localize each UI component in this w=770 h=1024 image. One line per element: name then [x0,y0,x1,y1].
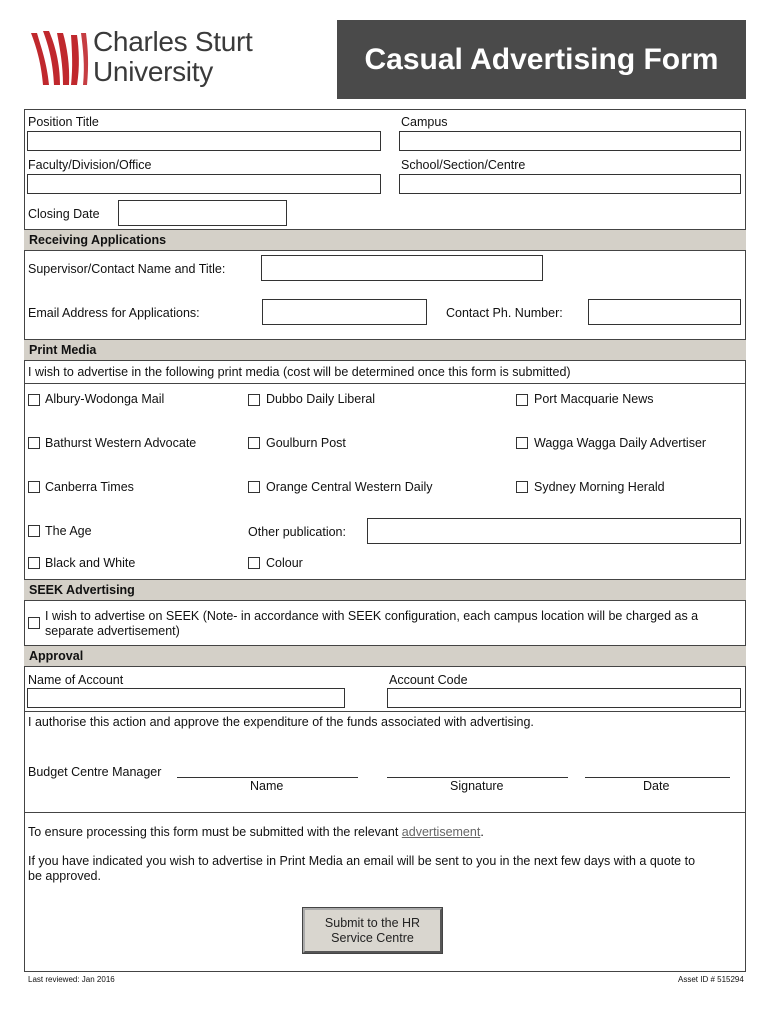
checkbox-goulburn[interactable] [248,437,260,449]
campus-input[interactable] [399,131,741,151]
print-media-intro: I wish to advertise in the following print media (cost will be determined once this form is submitted) [28,365,571,379]
last-reviewed: Last reviewed: Jan 2016 [28,975,115,984]
position-title-label: Position Title [28,115,99,129]
account-code-label: Account Code [389,673,468,687]
signature-line[interactable] [387,777,568,778]
campus-label: Campus [401,115,448,129]
logo-line-1: Charles Sturt [93,26,253,57]
submit-button[interactable] [303,908,442,953]
closing-date-input[interactable] [118,200,287,226]
phone-label: Contact Ph. Number: [446,306,563,320]
faculty-input[interactable] [27,174,381,194]
account-name-label: Name of Account [28,673,124,687]
option-goulburn: Goulburn Post [266,436,346,450]
submit-label-line-2: Service Centre [331,931,414,945]
checkbox-seek[interactable] [28,617,40,629]
option-port-macquarie: Port Macquarie News [534,392,654,406]
phone-input[interactable] [588,299,741,325]
name-caption: Name [250,779,284,793]
checkbox-the-age[interactable] [28,525,40,537]
print-media-heading: Print Media [24,339,746,361]
option-orange: Orange Central Western Daily [266,480,433,494]
option-colour: Colour [266,556,303,570]
processing-note-end: . [480,825,484,839]
form-title: Casual Advertising Form [337,20,746,99]
position-title-input[interactable] [27,131,381,151]
checkbox-sydney[interactable] [516,481,528,493]
option-canberra: Canberra Times [45,480,134,494]
option-albury-wodonga: Albury-Wodonga Mail [45,392,165,406]
checkbox-albury-wodonga[interactable] [28,394,40,406]
school-label: School/Section/Centre [401,158,526,172]
account-code-input[interactable] [387,688,741,708]
divider [24,812,746,813]
seek-text-line-1: I wish to advertise on SEEK (Note- in accordance with SEEK configuration, each campus location will be charged as a [45,609,699,623]
signature-caption: Signature [450,779,504,793]
account-name-input[interactable] [27,688,345,708]
faculty-label: Faculty/Division/Office [28,158,152,172]
school-input[interactable] [399,174,741,194]
asset-id: Asset ID # 515294 [678,975,744,984]
other-publication-label: Other publication: [248,525,346,539]
seek-text-line-2: separate advertisement) [45,624,180,638]
approval-heading: Approval [24,645,746,667]
option-black-white: Black and White [45,556,136,570]
print-media-note-line-2: be approved. [28,869,101,883]
checkbox-wagga-wagga[interactable] [516,437,528,449]
processing-note [28,825,484,839]
logo-emblem-icon [27,29,89,89]
budget-manager-label: Budget Centre Manager [28,765,162,779]
authorise-text: I authorise this action and approve the expenditure of the funds associated with advertising. [28,715,534,729]
supervisor-label: Supervisor/Contact Name and Title: [28,262,226,276]
logo-text [93,27,253,87]
checkbox-port-macquarie[interactable] [516,394,528,406]
advertisement-link[interactable]: advertisement [401,825,481,839]
option-the-age: The Age [45,524,92,538]
option-sydney: Sydney Morning Herald [534,480,665,494]
divider [24,711,746,712]
processing-note-text: To ensure processing this form must be submitted with the relevant [28,825,402,839]
seek-advertising-heading: SEEK Advertising [24,579,746,601]
checkbox-canberra[interactable] [28,481,40,493]
email-input[interactable] [262,299,427,325]
print-media-note-line-1: If you have indicated you wish to advertise in Print Media an email will be sent to you in the next few days with a quote to [28,854,696,868]
receiving-applications-heading: Receiving Applications [24,229,746,251]
checkbox-dubbo[interactable] [248,394,260,406]
closing-date-label: Closing Date [28,207,100,221]
name-line[interactable] [177,777,358,778]
checkbox-orange[interactable] [248,481,260,493]
email-label: Email Address for Applications: [28,306,200,320]
date-line[interactable] [585,777,730,778]
option-dubbo: Dubbo Daily Liberal [266,392,376,406]
checkbox-colour[interactable] [248,557,260,569]
option-bathurst: Bathurst Western Advocate [45,436,197,450]
other-publication-input[interactable] [367,518,741,544]
supervisor-input[interactable] [261,255,543,281]
submit-label-line-1: Submit to the HR [324,916,421,930]
date-caption: Date [643,779,670,793]
divider [24,383,746,384]
university-logo [27,27,287,93]
checkbox-black-white[interactable] [28,557,40,569]
logo-line-2: University [93,56,213,87]
checkbox-bathurst[interactable] [28,437,40,449]
option-wagga-wagga: Wagga Wagga Daily Advertiser [534,436,707,450]
